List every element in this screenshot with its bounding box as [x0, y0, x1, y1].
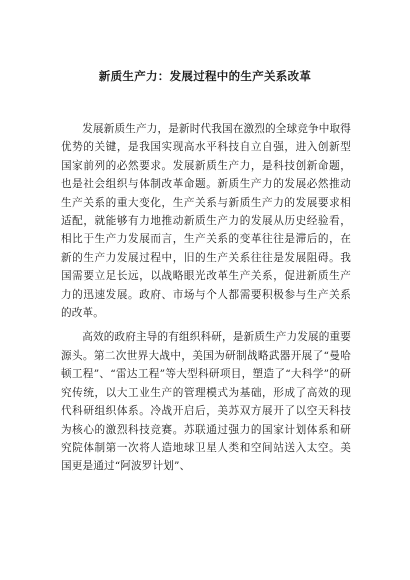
document-title: 新质生产力：发展过程中的生产关系改革 [98, 69, 312, 83]
paragraph-2: 高效的政府主导的有组织科研，是新质生产力发展的重要源头。第二次世界大战中，美国为研制战略武器开展了“曼哈顿工程”、“雷达工程”等大型科研项目，塑造了“大科学”的研究传统，以大工业生产的管理模式为基础，形成了高效的现代科研组织体系。冷战开启后，美苏双方展开了以空天科技为核心的激烈科技竞赛。苏联通过强力的国家计划体系和研究院体制第一次将人造地球卫星人类和空间站送入太空。美国更是通过“阿波罗计划”、 [61, 331, 351, 473]
paragraph-1: 发展新质生产力，是新时代我国在激烈的全球竞争中取得优势的关键，是我国实现高水平科技自立自强，进入创新型国家前列的必然要求。发展新质生产力，是科技创新命题，也是社会组织与体制改革命题。新质生产力的发展必然推动生产关系的重大变化，生产关系与新质生产力的发展要求相适配，就能够有力地推动新质生产力的发展从历史经验看，相比于生产力发展而言，生产关系的变革往往是滞后的，在新的生产力发展过程中，旧的生产关系往往是发展阻碍。我国需要立足长远，以战略眼光改革生产关系，促进新质生产力的迅速发展。政府、市场与个人都需要积极参与生产关系的改革。 [61, 123, 351, 320]
document-body [61, 120, 351, 482]
